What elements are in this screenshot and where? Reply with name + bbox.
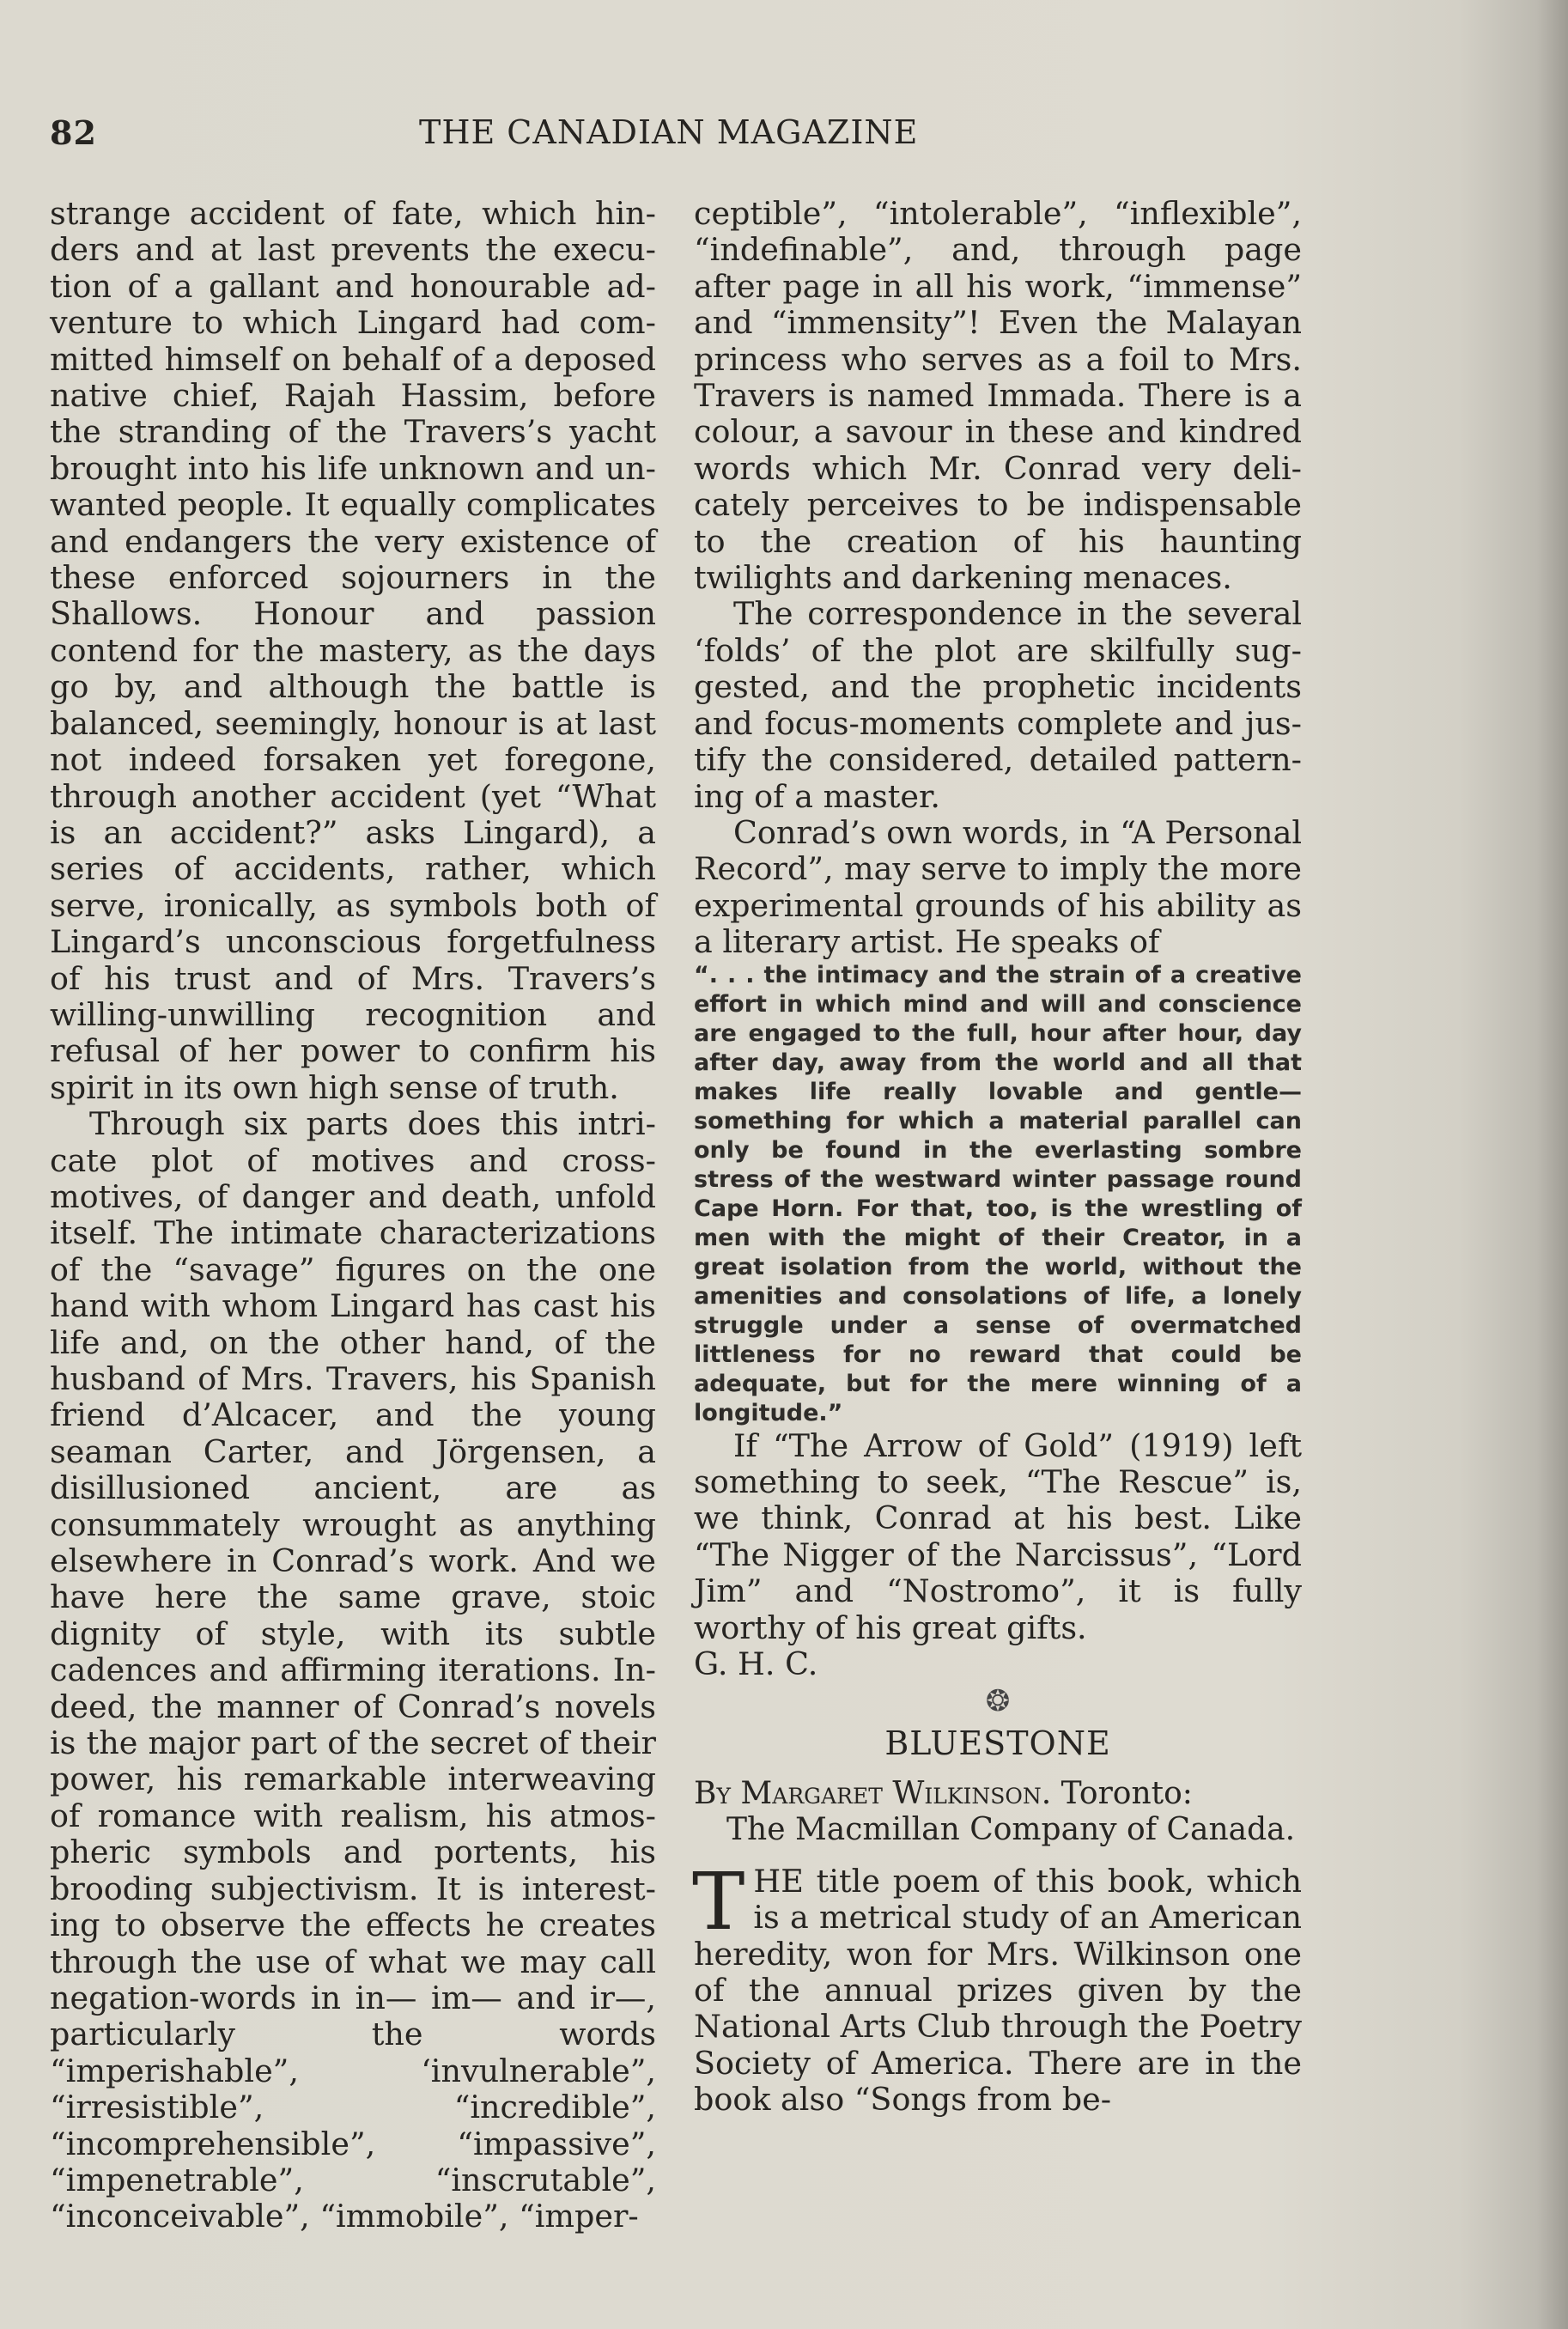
review-byline bbox=[694, 1776, 1302, 1812]
publisher-name: The Macmillan Company of Canada. bbox=[726, 1811, 1296, 1847]
paragraph: Conrad’s own words, in “A Personal Record”, may serve to imply the more experimental grounds of his ability as a literary artist. He speaks of bbox=[694, 813, 1302, 961]
right-column bbox=[694, 196, 1302, 2119]
page-header bbox=[50, 113, 1312, 165]
paragraph: ceptible”, “intolerable”, “inflexible”, “indefinable”, and, through page after page in all his work, “immense” and “immensity”! Even the Malayan princess who serves as a foil to Mrs. Travers is named Immada. There is a colour, a savour in these and kindred words which Mr. Conrad very delicately perceives to be indispensable to the creation of his haunting twilights and darkening menaces. bbox=[694, 195, 1302, 597]
review-title: BLUESTONE bbox=[884, 1724, 1111, 1763]
paragraph: If “The Arrow of Gold” (1919) left something to seek, “The Rescue” is, we think, Conrad at his best. Like “The Nigger of the Narcissus”, “Lord Jim” and “Nostromo”, it is fully worthy of his great gifts. bbox=[694, 1426, 1302, 1646]
paragraph: Through six parts does this intricate plot of motives and cross-motives, of danger and death, unfold itself. The intimate characterizations of the “savage” figures on the one hand with whom Lingard has cast his life and, on the other hand, of the husband of Mrs. Travers, his Spanish friend d’Alcacer, and the young seaman Carter, and Jörgensen, a disillusioned ancient, are as consummately wrought as anything elsewhere in Conrad’s work. And we have here the same grave, stoic dignity of style, with its subtle cadences and affirming iterations. Indeed, the manner of Conrad’s novels is the major part of the secret of their power, his remarkable interweaving of romance with realism, his atmospheric symbols and portents, his brooding subjectivism. It is interesting to observe the effects he creates through the use of what we may call negation-words in in— im— and ir—, particularly the words “imperishable”, ‘invulnerable”, “irresistible”, “incredible”, “incomprehensible”, “impassive”, “impenetrable”, “inscrutable”, “inconceivable”, “immobile”, “imper- bbox=[50, 1105, 656, 2235]
running-title: THE CANADIAN MAGAZINE bbox=[419, 113, 919, 151]
page-number: 82 bbox=[50, 113, 97, 152]
block-quote: “. . . the intimacy and the strain of a creative effort in which mind and will and conscience are engaged to the full, hour after hour, day after day, away from the world and all that makes life really lovable and gentle—something for which a material parallel can only be found in the everlasting sombre stress of the westward winter passage round Cape Horn. For that, too, is the wrestling of men with the might of their Creator, in a great isolation from the world, without the amenities and consolations of life, a lonely struggle under a sense of overmatched littleness for no reward that could be adequate, but for the mere winning of a longitude.” bbox=[694, 961, 1302, 1426]
paragraph: The correspondence in the several ‘folds’ of the plot are skilfully suggested, and the prophetic incidents and focus-moments complete and justify the considered, detailed patterning of a master. bbox=[694, 595, 1302, 815]
paragraph: strange accident of fate, which hinders and at last prevents the execution of a gallant and honourable adventure to which Lingard had committed himself on behalf of a deposed native chief, Rajah Hassim, before the stranding of the Travers’s yacht brought into his life unknown and unwanted people. It equally complicates and endangers the very existence of these enforced sojourners in the Shallows. Honour and passion contend for the mastery, as the days go by, and although the battle is balanced, seemingly, honour is at last not indeed forsaken yet foregone, through another accident (yet “What is an accident?” asks Lingard), a series of accidents, rather, which serve, ironically, as symbols both of Lingard’s unconscious forgetfulness of his trust and of Mrs. Travers’s willing-unwilling recognition and refusal of her power to confirm his spirit in its own high sense of truth. bbox=[50, 195, 656, 1106]
left-column bbox=[50, 196, 656, 2235]
reviewer-signature: G. H. C. bbox=[694, 1645, 818, 1682]
publication-place: Toronto: bbox=[1061, 1775, 1193, 1811]
drop-cap: T bbox=[692, 1855, 745, 1948]
review-text: HE title poem of this book, which is a metrical study of an American heredity, won for Mrs. Wilkinson one of the annual prizes given by the National Arts Club through the Poetry Society of America. There are in the book also “Songs from be- bbox=[694, 1862, 1302, 2119]
author-credit: By Margaret Wilkinson. bbox=[694, 1775, 1052, 1811]
section-separator-icon: ❂ bbox=[985, 1684, 1011, 1719]
review-paragraph bbox=[692, 1855, 1302, 2119]
